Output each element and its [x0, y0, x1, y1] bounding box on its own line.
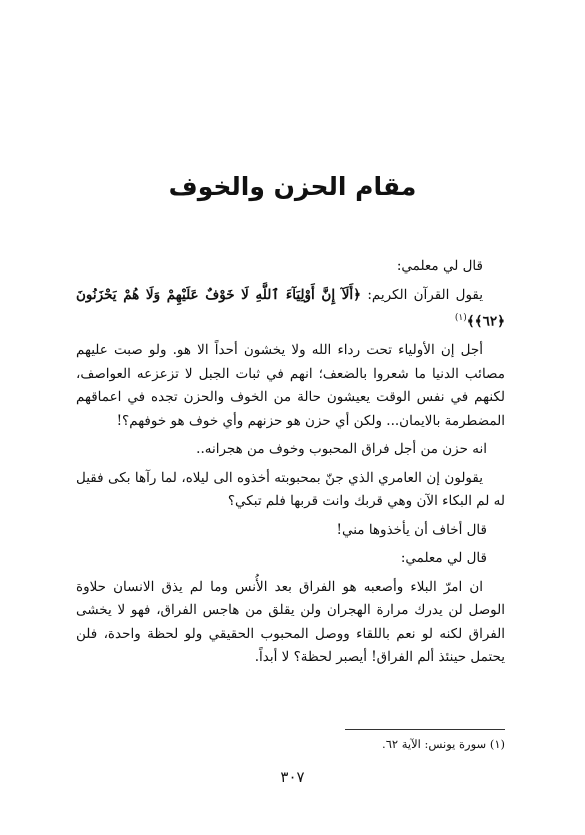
paragraph-fear: قال أخاف أن يأخذوها مني! [336, 521, 487, 538]
paragraph-teacher: قال لي معلمي: [400, 550, 487, 566]
paragraph-grief: انه حزن من أجل فراق المحبوب وخوف من هجرانه.. [196, 441, 487, 457]
paragraph-quran-verse [76, 284, 505, 335]
footnote-divider [345, 729, 505, 730]
paragraph-amiri: يقولون إن العامري الذي جنّ بمحبوبته أخذوه الى ليلاه، لما رآها بكى فقيل له لم البكاء الآن وهي قربك وانت قربها فلم تبكي؟ [76, 469, 505, 509]
paragraph-separation: ان امرّ البلاء وأصعبه هو الفراق بعد الأُنس وما لم يذق الانسان حلاوة الوصل لن يدرك مرارة الهجران ولن يقلق من هاجس الفراق، فهو لا يخشى الفراق لكنه لو نعم باللقاء ووصل المحبوب الحقيقي ولو لحظة واحدة، فلن يحتمل حينئذ ألم الفراق! أيصبر لحظة؟ لا أبداً. [76, 578, 505, 665]
footnote-marker: (١) [454, 313, 467, 323]
paragraph-intro: قال لي معلمي: [396, 258, 483, 274]
footnote: (١) سورة يونس: الآية ٦٢. [382, 737, 505, 751]
paragraph-awliya: أجل إن الأولياء تحت رداء الله ولا يخشون أحداً الا هو. ولو صبت عليهم مصائب الدنيا ما شعروا بالضعف؛ انهم في ثبات الجبل لا تزعزعه العواصف، لكنهم في نفس الوقت يعيشون حالة من الخوف والحزن تجده في اعماقهم المضطرمة بالايمان... ولكن أي حزن هو حزنهم وأي خوف هو خوفهم؟! [76, 342, 505, 429]
verse-intro: يقول القرآن الكريم: [361, 286, 484, 303]
page-title: مقام الحزن والخوف [168, 172, 417, 201]
quran-verse: ﴿أَلَآ إِنَّ أَوْلِيَآءَ ٱللَّهِ لَا خَوْفٌ عَلَيْهِمْ وَلَا هُمْ يَحْزَنُونَ ﴿٦٢﴾﴾ [76, 286, 505, 330]
body-text [76, 255, 505, 675]
page-number: ٣٠٧ [280, 768, 305, 786]
